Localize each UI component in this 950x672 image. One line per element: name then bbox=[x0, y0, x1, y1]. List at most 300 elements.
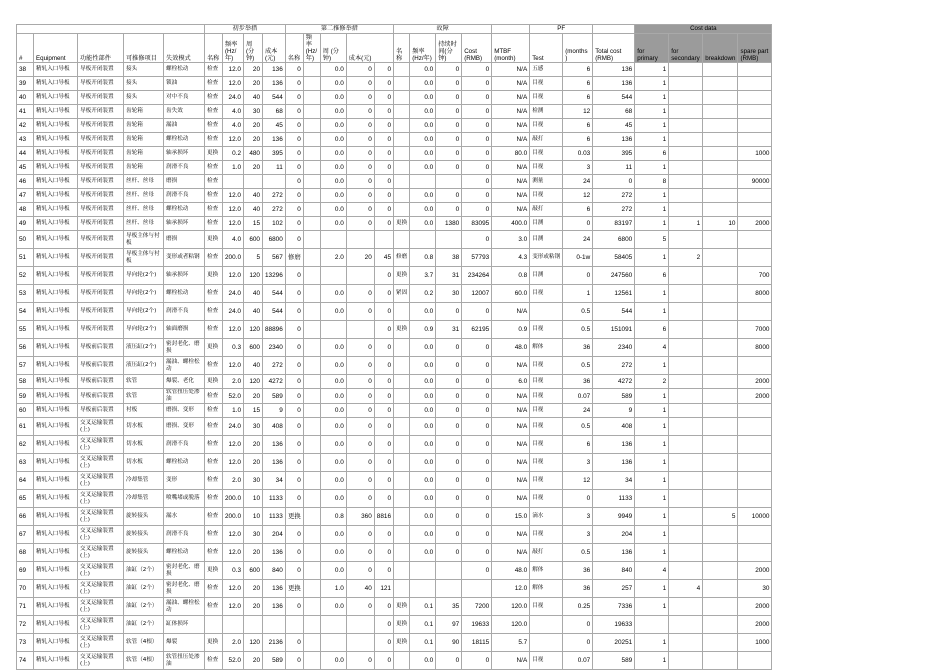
cell-cost-1b: 0 bbox=[285, 147, 303, 161]
col-header-function-part: 功能性部件 bbox=[78, 34, 124, 63]
cell-item: 齿轮箱 bbox=[124, 161, 164, 175]
cell-breakdown bbox=[703, 436, 738, 454]
cell-item: 衬板 bbox=[124, 404, 164, 418]
cell-spare-part bbox=[738, 418, 772, 436]
col-header-item: 可推修项目 bbox=[124, 34, 164, 63]
cell-action-1: 更换 bbox=[205, 231, 223, 249]
cell-index: 41 bbox=[17, 105, 34, 119]
cell-failure-mode: 磨损 bbox=[164, 175, 205, 189]
cell-freq-2 bbox=[320, 616, 346, 634]
cell-months: 24 bbox=[563, 404, 593, 418]
cell-index: 51 bbox=[17, 249, 34, 267]
cell-for-secondary bbox=[669, 454, 703, 472]
cell-action-3: 更换 bbox=[394, 634, 410, 652]
table-row bbox=[17, 652, 772, 670]
cell-freq-1: 24.0 bbox=[223, 303, 244, 321]
cell-cost-1: 136 bbox=[263, 436, 286, 454]
cell-action-2 bbox=[303, 598, 320, 616]
cell-function-part: 交叉运输装置(上) bbox=[78, 562, 124, 580]
cell-for-secondary bbox=[669, 436, 703, 454]
cell-freq-1 bbox=[223, 616, 244, 634]
cell-cost-1: 136 bbox=[263, 63, 286, 77]
cell-freq-3: 0.0 bbox=[410, 357, 436, 375]
cell-duration-3 bbox=[436, 562, 462, 580]
cell-cost-3: 0 bbox=[462, 189, 492, 203]
cell-freq-3: 0.8 bbox=[410, 249, 436, 267]
cell-duration-3: 38 bbox=[436, 249, 462, 267]
cell-breakdown bbox=[703, 303, 738, 321]
cell-action-2 bbox=[303, 77, 320, 91]
cell-freq-3: 0.0 bbox=[410, 105, 436, 119]
cell-duration-1: 15 bbox=[244, 404, 263, 418]
cell-cost-1: 136 bbox=[263, 133, 286, 147]
cell-freq-2: 0.0 bbox=[320, 147, 346, 161]
cell-total-cost: 4272 bbox=[593, 375, 635, 389]
cell-action-2 bbox=[303, 339, 320, 357]
cell-function-part: 导板开闭装置 bbox=[78, 203, 124, 217]
cell-duration-1: 40 bbox=[244, 189, 263, 203]
cell-index: 39 bbox=[17, 77, 34, 91]
cell-for-primary: 1 bbox=[635, 544, 669, 562]
cell-months: 0 bbox=[563, 616, 593, 634]
cell-duration-2: 0 bbox=[346, 303, 374, 321]
cell-spare-part: 2000 bbox=[738, 616, 772, 634]
cell-duration-1: 40 bbox=[244, 285, 263, 303]
cell-cost-1b: 0 bbox=[285, 634, 303, 652]
maintenance-spreadsheet bbox=[16, 24, 772, 670]
cell-action-2 bbox=[303, 91, 320, 105]
cell-months: 0 bbox=[563, 267, 593, 285]
cell-spare-part bbox=[738, 189, 772, 203]
cell-breakdown bbox=[703, 389, 738, 404]
cell-freq-1: 12.0 bbox=[223, 77, 244, 91]
cell-duration-2: 0 bbox=[346, 598, 374, 616]
cell-item: 导板主体与衬板 bbox=[124, 249, 164, 267]
cell-total-cost: 204 bbox=[593, 526, 635, 544]
cell-mtbf: 3.0 bbox=[492, 231, 530, 249]
cell-spare-part bbox=[738, 404, 772, 418]
cell-equipment: 精轧入口导板 bbox=[34, 105, 78, 119]
cell-cost-3: 18115 bbox=[462, 634, 492, 652]
table-row bbox=[17, 526, 772, 544]
cell-duration-1: 10 bbox=[244, 490, 263, 508]
cell-failure-mode: 轴承损坏 bbox=[164, 217, 205, 231]
cell-function-part: 导板开闭装置 bbox=[78, 91, 124, 105]
cell-action-2 bbox=[303, 105, 320, 119]
cell-equipment: 精轧入口导板 bbox=[34, 544, 78, 562]
cell-total-cost: 408 bbox=[593, 418, 635, 436]
cell-for-primary: 1 bbox=[635, 189, 669, 203]
cell-freq-3: 0.0 bbox=[410, 526, 436, 544]
cell-test: 目视 bbox=[530, 652, 563, 670]
cell-duration-3: 0 bbox=[436, 161, 462, 175]
cell-item: 油缸（2个） bbox=[124, 598, 164, 616]
cell-mtbf: N/A bbox=[492, 436, 530, 454]
col-header-total-cost: Total cost (RMB) bbox=[593, 34, 635, 63]
col-header-freq-2: 频率 (Hz/年) bbox=[303, 34, 320, 63]
cell-test: 目视 bbox=[530, 321, 563, 339]
cell-duration-2: 0 bbox=[346, 562, 374, 580]
cell-item: 冷却集管 bbox=[124, 490, 164, 508]
cell-action-2 bbox=[303, 203, 320, 217]
cell-item: 软管（4根） bbox=[124, 652, 164, 670]
cell-action-2 bbox=[303, 544, 320, 562]
table-row bbox=[17, 580, 772, 598]
table-row bbox=[17, 508, 772, 526]
cell-for-secondary: 2 bbox=[669, 249, 703, 267]
cell-failure-mode: 密封老化、磨损 bbox=[164, 562, 205, 580]
cell-duration-3: 30 bbox=[436, 285, 462, 303]
cell-duration-3: 97 bbox=[436, 616, 462, 634]
cell-months: 6 bbox=[563, 77, 593, 91]
cell-cost-2: 0 bbox=[374, 105, 393, 119]
cell-equipment: 精轧入口导板 bbox=[34, 249, 78, 267]
cell-action-1: 更换 bbox=[205, 147, 223, 161]
cell-cost-3: 0 bbox=[462, 508, 492, 526]
cell-index: 64 bbox=[17, 472, 34, 490]
cell-function-part: 交叉运输装置(上) bbox=[78, 544, 124, 562]
cell-months: 24 bbox=[563, 175, 593, 189]
cell-cost-3: 0 bbox=[462, 357, 492, 375]
cell-freq-3: 0.0 bbox=[410, 544, 436, 562]
cell-freq-2: 0.0 bbox=[320, 490, 346, 508]
cell-cost-3: 0 bbox=[462, 91, 492, 105]
cell-action-1: 更换 bbox=[205, 375, 223, 389]
cell-spare-part: 2000 bbox=[738, 217, 772, 231]
cell-freq-2: 0.8 bbox=[320, 508, 346, 526]
cell-for-secondary bbox=[669, 508, 703, 526]
table-row bbox=[17, 285, 772, 303]
cell-function-part: 交叉运输装置(上) bbox=[78, 580, 124, 598]
cell-for-secondary bbox=[669, 133, 703, 147]
cell-mtbf: N/A bbox=[492, 105, 530, 119]
cell-months: 3 bbox=[563, 526, 593, 544]
cell-item: 导向轮(2个) bbox=[124, 303, 164, 321]
cell-spare-part bbox=[738, 357, 772, 375]
cell-cost-1b: 0 bbox=[285, 544, 303, 562]
cell-action-3 bbox=[394, 490, 410, 508]
cell-test: 解体 bbox=[530, 339, 563, 357]
cell-spare-part: 7000 bbox=[738, 321, 772, 339]
cell-freq-3 bbox=[410, 175, 436, 189]
cell-cost-1b: 0 bbox=[285, 526, 303, 544]
cell-cost-3: 0 bbox=[462, 203, 492, 217]
cell-total-cost: 34 bbox=[593, 472, 635, 490]
cell-freq-2: 0.0 bbox=[320, 436, 346, 454]
cell-spare-part: 90000 bbox=[738, 175, 772, 189]
cell-equipment: 精轧入口导板 bbox=[34, 203, 78, 217]
cell-freq-3 bbox=[410, 231, 436, 249]
cell-duration-2: 0 bbox=[346, 526, 374, 544]
cell-test: 敲打 bbox=[530, 133, 563, 147]
cell-cost-3: 0 bbox=[462, 105, 492, 119]
cell-months: 24 bbox=[563, 231, 593, 249]
cell-function-part: 导板开闭装置 bbox=[78, 175, 124, 189]
cell-cost-2: 0 bbox=[374, 267, 393, 285]
cell-cost-1b: 0 bbox=[285, 418, 303, 436]
cell-for-primary: 1 bbox=[635, 490, 669, 508]
cell-index: 63 bbox=[17, 454, 34, 472]
cell-index: 67 bbox=[17, 526, 34, 544]
cell-for-secondary bbox=[669, 526, 703, 544]
cell-duration-2: 0 bbox=[346, 436, 374, 454]
cell-cost-1b: 更换 bbox=[285, 580, 303, 598]
cell-function-part: 导板前后装置 bbox=[78, 339, 124, 357]
cell-test: 目视 bbox=[530, 472, 563, 490]
cell-equipment: 精轧入口导板 bbox=[34, 189, 78, 203]
cell-duration-1: 120 bbox=[244, 375, 263, 389]
cell-duration-2: 0 bbox=[346, 147, 374, 161]
cell-total-cost: 272 bbox=[593, 203, 635, 217]
table-row bbox=[17, 63, 772, 77]
cell-test: 敲打 bbox=[530, 544, 563, 562]
cell-cost-1: 102 bbox=[263, 217, 286, 231]
cell-equipment: 精轧入口导板 bbox=[34, 404, 78, 418]
cell-equipment: 精轧入口导板 bbox=[34, 285, 78, 303]
cell-duration-1: 15 bbox=[244, 217, 263, 231]
cell-action-1: 检查 bbox=[205, 472, 223, 490]
cell-cost-1: 136 bbox=[263, 598, 286, 616]
cell-test: 目视 bbox=[530, 490, 563, 508]
cell-duration-1: 20 bbox=[244, 544, 263, 562]
cell-test: 目视 bbox=[530, 404, 563, 418]
cell-action-3 bbox=[394, 77, 410, 91]
cell-cost-2: 0 bbox=[374, 616, 393, 634]
cell-total-cost: 136 bbox=[593, 77, 635, 91]
cell-item: 油缸（2个） bbox=[124, 616, 164, 634]
cell-item: 导向轮(2个) bbox=[124, 285, 164, 303]
cell-total-cost: 136 bbox=[593, 133, 635, 147]
cell-function-part: 导板开闭装置 bbox=[78, 267, 124, 285]
cell-freq-3: 0.1 bbox=[410, 598, 436, 616]
cell-duration-1: 40 bbox=[244, 91, 263, 105]
cell-cost-2: 0 bbox=[374, 321, 393, 339]
col-header-months: (months ) bbox=[563, 34, 593, 63]
cell-test: 目视 bbox=[530, 436, 563, 454]
cell-cost-1: 6800 bbox=[263, 231, 286, 249]
cell-freq-2: 0.0 bbox=[320, 418, 346, 436]
cell-freq-2: 0.0 bbox=[320, 303, 346, 321]
cell-cost-1b: 0 bbox=[285, 652, 303, 670]
cell-duration-1: 600 bbox=[244, 562, 263, 580]
cell-failure-mode: 漏油、螺栓松动 bbox=[164, 598, 205, 616]
cell-months: 3 bbox=[563, 161, 593, 175]
cell-freq-3: 0.0 bbox=[410, 217, 436, 231]
cell-action-1: 检查 bbox=[205, 133, 223, 147]
cell-failure-mode: 润滑不良 bbox=[164, 161, 205, 175]
cell-freq-1: 2.0 bbox=[223, 634, 244, 652]
cell-freq-2: 0.0 bbox=[320, 119, 346, 133]
cell-action-1: 检查 bbox=[205, 389, 223, 404]
cell-months: 0.5 bbox=[563, 303, 593, 321]
cell-duration-2: 20 bbox=[346, 249, 374, 267]
cell-action-3: 更换 bbox=[394, 598, 410, 616]
cell-freq-1: 200.0 bbox=[223, 508, 244, 526]
cell-months: 36 bbox=[563, 580, 593, 598]
cell-for-primary: 4 bbox=[635, 562, 669, 580]
cell-test: 目视 bbox=[530, 375, 563, 389]
cell-duration-2: 40 bbox=[346, 580, 374, 598]
cell-spare-part bbox=[738, 454, 772, 472]
cell-action-1: 更换 bbox=[205, 339, 223, 357]
cell-cost-3: 62195 bbox=[462, 321, 492, 339]
cell-spare-part bbox=[738, 63, 772, 77]
cell-action-1: 检查 bbox=[205, 77, 223, 91]
cell-duration-1 bbox=[244, 175, 263, 189]
cell-action-1: 检查 bbox=[205, 285, 223, 303]
cell-action-1: 检查 bbox=[205, 63, 223, 77]
cell-cost-1b: 0 bbox=[285, 203, 303, 217]
cell-cost-1: 272 bbox=[263, 189, 286, 203]
cell-equipment: 精轧入口导板 bbox=[34, 91, 78, 105]
cell-spare-part bbox=[738, 303, 772, 321]
cell-breakdown bbox=[703, 285, 738, 303]
cell-months: 0.5 bbox=[563, 544, 593, 562]
table-row bbox=[17, 418, 772, 436]
cell-duration-1: 40 bbox=[244, 203, 263, 217]
cell-duration-3: 0 bbox=[436, 652, 462, 670]
cell-item: 油缸（2个） bbox=[124, 580, 164, 598]
cell-item: 切水板 bbox=[124, 418, 164, 436]
cell-action-3: 紧固 bbox=[394, 285, 410, 303]
cell-for-primary: 1 bbox=[635, 249, 669, 267]
cell-duration-1: 20 bbox=[244, 161, 263, 175]
cell-cost-3: 0 bbox=[462, 161, 492, 175]
cell-duration-3: 0 bbox=[436, 119, 462, 133]
cell-cost-3: 0 bbox=[462, 77, 492, 91]
cell-duration-1: 120 bbox=[244, 267, 263, 285]
cell-function-part: 交叉运输装置(上) bbox=[78, 418, 124, 436]
cell-mtbf: N/A bbox=[492, 544, 530, 562]
cell-duration-3: 0 bbox=[436, 77, 462, 91]
cell-duration-3: 0 bbox=[436, 436, 462, 454]
cell-cost-1b: 0 bbox=[285, 267, 303, 285]
cell-breakdown bbox=[703, 580, 738, 598]
cell-mtbf: 5.7 bbox=[492, 634, 530, 652]
cell-action-3: 更换 bbox=[394, 267, 410, 285]
cell-cost-1b: 0 bbox=[285, 357, 303, 375]
cell-equipment: 精轧入口导板 bbox=[34, 339, 78, 357]
group-cost-header: Cost data bbox=[635, 25, 772, 34]
cell-action-2 bbox=[303, 217, 320, 231]
cell-total-cost: 12561 bbox=[593, 285, 635, 303]
cell-function-part: 导板开闭装置 bbox=[78, 321, 124, 339]
cell-duration-2: 0 bbox=[346, 175, 374, 189]
cell-duration-3: 0 bbox=[436, 133, 462, 147]
cell-duration-1 bbox=[244, 616, 263, 634]
table-row bbox=[17, 454, 772, 472]
cell-freq-1: 1.0 bbox=[223, 404, 244, 418]
cell-index: 71 bbox=[17, 598, 34, 616]
cell-action-1: 检查 bbox=[205, 303, 223, 321]
cell-action-3 bbox=[394, 454, 410, 472]
cell-freq-1: 12.0 bbox=[223, 357, 244, 375]
cell-action-3 bbox=[394, 389, 410, 404]
cell-freq-2: 0.0 bbox=[320, 189, 346, 203]
table-row bbox=[17, 133, 772, 147]
cell-duration-2: 0 bbox=[346, 357, 374, 375]
cell-freq-1: 12.0 bbox=[223, 436, 244, 454]
cell-failure-mode: 轴面磨损 bbox=[164, 321, 205, 339]
cell-test: 目视 bbox=[530, 119, 563, 133]
cell-duration-2 bbox=[346, 321, 374, 339]
cell-breakdown bbox=[703, 404, 738, 418]
cell-for-secondary bbox=[669, 285, 703, 303]
cell-test: 解体 bbox=[530, 562, 563, 580]
cell-spare-part bbox=[738, 652, 772, 670]
cell-freq-3: 0.0 bbox=[410, 472, 436, 490]
cell-mtbf: N/A bbox=[492, 652, 530, 670]
cell-action-1: 更换 bbox=[205, 267, 223, 285]
cell-index: 73 bbox=[17, 634, 34, 652]
cell-mtbf: N/A bbox=[492, 418, 530, 436]
cell-index: 55 bbox=[17, 321, 34, 339]
cell-action-1: 检查 bbox=[205, 91, 223, 105]
cell-cost-3: 0 bbox=[462, 147, 492, 161]
cell-cost-2: 0 bbox=[374, 161, 393, 175]
cell-failure-mode: 漏油 bbox=[164, 119, 205, 133]
cell-item: 切水板 bbox=[124, 436, 164, 454]
cell-for-secondary bbox=[669, 203, 703, 217]
cell-equipment: 精轧入口导板 bbox=[34, 616, 78, 634]
cell-test: 目视 bbox=[530, 357, 563, 375]
cell-action-3 bbox=[394, 357, 410, 375]
cell-duration-1: 30 bbox=[244, 418, 263, 436]
cell-freq-2: 0.0 bbox=[320, 161, 346, 175]
cell-months: 1 bbox=[563, 285, 593, 303]
cell-total-cost: 6800 bbox=[593, 231, 635, 249]
cell-cost-3 bbox=[462, 580, 492, 598]
cell-months: 0 bbox=[563, 634, 593, 652]
cell-cost-1: 395 bbox=[263, 147, 286, 161]
cell-index: 52 bbox=[17, 267, 34, 285]
cell-action-3 bbox=[394, 203, 410, 217]
cell-freq-3: 0.0 bbox=[410, 77, 436, 91]
cell-item: 液压缸(2个) bbox=[124, 339, 164, 357]
cell-cost-3: 0 bbox=[462, 133, 492, 147]
cell-duration-1: 30 bbox=[244, 526, 263, 544]
cell-months: 0-1w bbox=[563, 249, 593, 267]
cell-freq-2: 0.0 bbox=[320, 562, 346, 580]
cell-cost-1b: 0 bbox=[285, 231, 303, 249]
cell-for-secondary: 1 bbox=[669, 217, 703, 231]
cell-spare-part: 1000 bbox=[738, 634, 772, 652]
cell-freq-3: 0.0 bbox=[410, 161, 436, 175]
cell-action-2 bbox=[303, 472, 320, 490]
cell-cost-3: 57793 bbox=[462, 249, 492, 267]
cell-for-primary: 1 bbox=[635, 652, 669, 670]
cell-freq-1: 4.0 bbox=[223, 119, 244, 133]
cell-for-primary: 1 bbox=[635, 436, 669, 454]
table-row bbox=[17, 562, 772, 580]
cell-duration-1: 40 bbox=[244, 303, 263, 321]
cell-months: 0 bbox=[563, 217, 593, 231]
cell-cost-1b: 0 bbox=[285, 77, 303, 91]
cell-duration-1: 20 bbox=[244, 77, 263, 91]
col-header-freq-1: 频率 (Hz/年) bbox=[223, 34, 244, 63]
cell-action-3 bbox=[394, 404, 410, 418]
cell-freq-1: 200.0 bbox=[223, 249, 244, 267]
cell-freq-2: 0.0 bbox=[320, 598, 346, 616]
cell-for-primary: 6 bbox=[635, 267, 669, 285]
cell-item: 丝杆、丝母 bbox=[124, 217, 164, 231]
cell-failure-mode: 软管扭压处渗油 bbox=[164, 389, 205, 404]
cell-mtbf: N/A bbox=[492, 454, 530, 472]
cell-test: 目测 bbox=[530, 217, 563, 231]
cell-duration-3: 0 bbox=[436, 508, 462, 526]
table-row bbox=[17, 404, 772, 418]
cell-for-primary: 1 bbox=[635, 418, 669, 436]
